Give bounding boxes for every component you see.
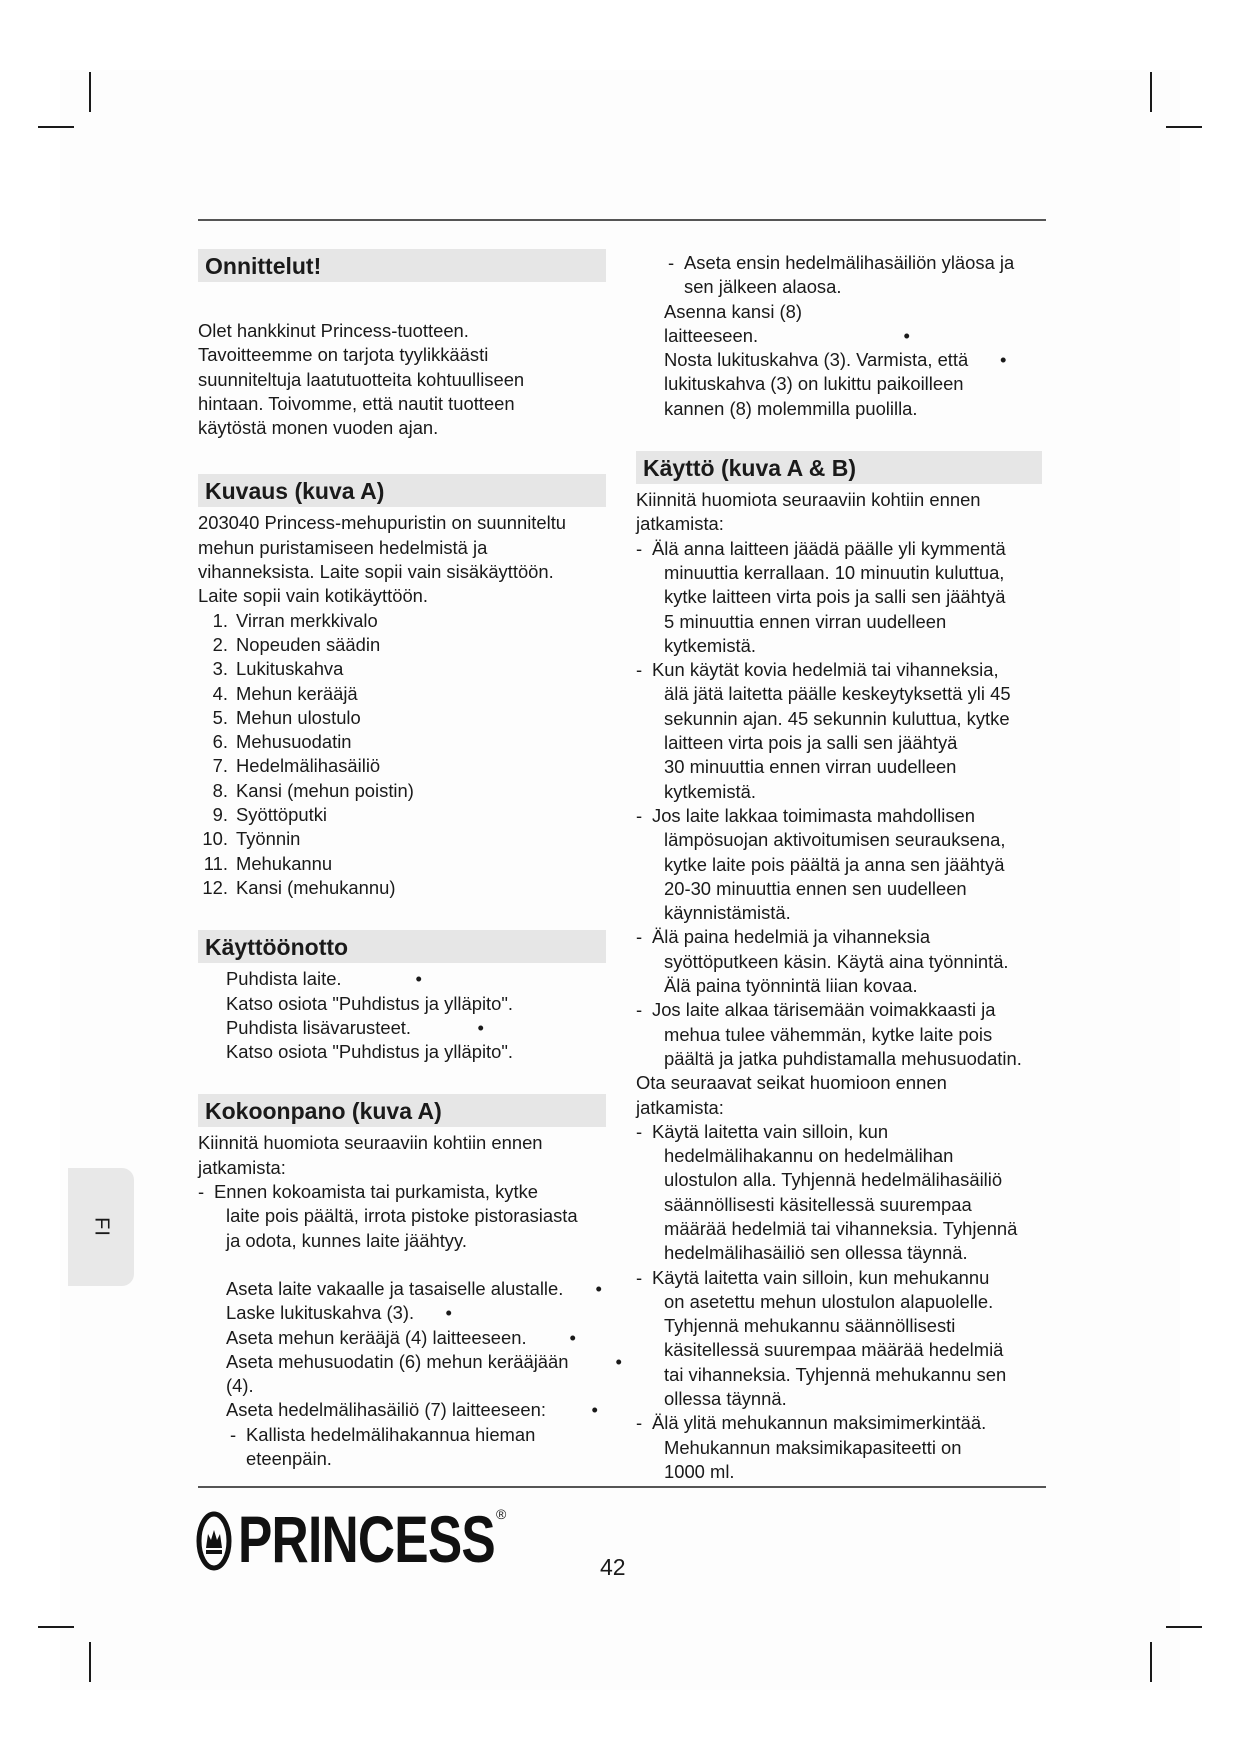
dash-item: - Älä ylitä mehukannun maksimimerkintää. Mehukannun maksimikapasiteetti on 1000 ml.: [636, 1411, 1056, 1484]
text-line: Nosta lukituskahva (3). Varmista, että: [664, 349, 969, 371]
text-line: jatkamista:: [198, 1156, 286, 1178]
parts-list-item: 8. Kansi (mehun poistin): [212, 779, 414, 801]
text-line: määrää hedelmiä tai vihanneksia. Tyhjennä: [664, 1217, 1018, 1239]
text-line: mehua tulee vähemmän, kytke laite pois: [664, 1023, 993, 1045]
language-code: FI: [90, 1217, 113, 1237]
parts-list-item: 12. Kansi (mehukannu): [202, 876, 396, 898]
parts-list-item: 5. Mehun ulostulo: [212, 706, 361, 728]
text-line: 30 minuuttia ennen virran uudelleen: [664, 756, 957, 778]
text-line: tai vihanneksia. Tyhjennä mehukannu sen: [664, 1363, 1007, 1385]
text-line: mehun puristamiseen hedelmistä ja: [198, 536, 488, 558]
description-text: [198, 511, 606, 608]
top-rule: [198, 219, 1046, 221]
text-line: kytke laite pois päältä ja anna sen jäähtyä: [664, 853, 1005, 875]
text-line: käytöstä monen vuoden ajan.: [198, 417, 439, 439]
text-line: Älä anna laitteen jäädä päälle yli kymmentä: [652, 537, 1006, 559]
dash-item: - Jos laite lakkaa toimimasta mahdollisen lämpösuojan aktivoitumisen seurauksena, kytke laite pois päältä ja anna sen jäähtyä 20-30 minuuttia ennen sen uudelleen käynnistämistä.: [636, 804, 1056, 925]
text-line: Käytä laitetta vain silloin, kun: [652, 1120, 889, 1142]
text-line: on asetettu mehun ulostulon alapuolelle.: [664, 1290, 994, 1312]
startup-text: [198, 967, 606, 1064]
bullet-step: Aseta hedelmälihasäiliö (7) laitteeseen: •: [226, 1399, 598, 1421]
text-line: eteenpäin.: [246, 1447, 332, 1469]
crop-mark: [38, 1626, 74, 1628]
dash-item: - Kun käytät kovia hedelmiä tai vihanneksia, älä jätä laitetta päälle keskeytyksettä yli 45 sekunnin ajan. 45 sekunnin kuluttua, kytke laitteen virta pois ja salli sen jäähtyä 30 minuuttia ennen virran uudelleen kytkemistä.: [636, 658, 1056, 804]
parts-list-item: 10. Työnnin: [202, 828, 301, 850]
text-line: Mehukannun maksimikapasiteetti on: [664, 1436, 962, 1458]
bullet-step: Puhdista lisävarusteet. •: [226, 1016, 484, 1038]
parts-list-item: 3. Lukituskahva: [212, 658, 344, 680]
crown-emblem-icon: [196, 1510, 232, 1572]
crop-mark: [89, 1642, 91, 1682]
bottom-rule: [198, 1486, 1046, 1488]
text-line: ja odota, kunnes laite jäähtyy.: [226, 1229, 467, 1251]
text-line: lämpösuojan aktivoitumisen seurauksena,: [664, 829, 1006, 851]
bullet-step: Aseta mehun kerääjä (4) laitteeseen. •: [226, 1326, 576, 1348]
parts-list-item: 7. Hedelmälihasäiliö: [212, 755, 381, 777]
text-line: kytkemistä.: [664, 780, 756, 802]
crop-mark: [1166, 126, 1202, 128]
text-line: minuuttia kerrallaan. 10 minuutin kuluttua,: [664, 561, 1005, 583]
text-line: 1000 ml.: [664, 1460, 735, 1482]
text-line: kytkemistä.: [664, 634, 756, 656]
page-number: 42: [600, 1554, 626, 1580]
text-line: sen jälkeen alaosa.: [684, 276, 842, 298]
text-line: hedelmälihakannu on hedelmälihan: [664, 1145, 954, 1167]
section-heading-usage: Käyttö (kuva A & B): [636, 451, 1042, 484]
text-line: hedelmälihasäiliö sen ollessa täynnä.: [664, 1242, 968, 1264]
left-column: [198, 249, 622, 1471]
text-line: Älä paina työnnintä liian kovaa.: [664, 975, 918, 997]
text-line: käsitellessä suurempaa määrää hedelmiä: [664, 1339, 1004, 1361]
dash-item: - Aseta ensin hedelmälihasäiliön yläosa ja sen jälkeen alaosa.: [636, 251, 1056, 300]
text-line: Älä ylitä mehukannun maksimimerkintää.: [652, 1412, 987, 1434]
dash-item: - Kallista hedelmälihakannua hieman eteenpäin.: [198, 1423, 606, 1472]
text-line: Olet hankkinut Princess-tuotteen.: [198, 320, 469, 341]
text-line: syöttöputkeen käsin. Käytä aina työnnintä.: [664, 950, 1009, 972]
right-column: [636, 251, 1056, 1484]
text-line: Aseta ensin hedelmälihasäiliön yläosa ja: [684, 252, 1015, 273]
section-heading-congratulations: Onnittelut!: [198, 249, 606, 282]
parts-list-item: 2. Nopeuden säädin: [212, 633, 381, 655]
text-line: Jos laite alkaa tärisemään voimakkaasti ja: [652, 999, 996, 1021]
text-line: päältä ja jatka puhdistamalla mehusuodatin.: [664, 1047, 1022, 1069]
section-heading-description: Kuvaus (kuva A): [198, 474, 606, 507]
text-line: jatkamista:: [636, 1096, 724, 1118]
text-line: Jos laite lakkaa toimimasta mahdollisen: [652, 804, 976, 826]
text-line: Katso osiota "Puhdistus ja ylläpito".: [226, 992, 514, 1014]
text-line: Käytä laitetta vain silloin, kun mehukannu: [652, 1266, 990, 1288]
text-line: vihanneksista. Laite sopii vain sisäkäyttöön.: [198, 561, 554, 583]
bullet-step: Aseta laite vakaalle ja tasaiselle alustalle. •: [226, 1277, 602, 1299]
bullet-step-multiline: • Nosta lukituskahva (3). Varmista, että lukituskahva (3) on lukittu paikoilleen kannen (8) molemmilla puolilla.: [636, 348, 1056, 421]
text-line: jatkamista:: [636, 513, 724, 535]
section-heading-startup: Käyttöönotto: [198, 930, 606, 963]
brand-wordmark: PRINCESS: [238, 1502, 495, 1576]
parts-list-item: 4. Mehun kerääjä: [212, 682, 358, 704]
bullet-step: Asenna kansi (8) laitteeseen. •: [664, 300, 910, 346]
parts-list: [198, 609, 606, 901]
parts-list-item: 1. Virran merkkivalo: [212, 609, 378, 631]
parts-list-item: 6. Mehusuodatin: [212, 731, 352, 753]
bullet-step: Aseta mehusuodatin (6) mehun kerääjään •: [226, 1350, 622, 1372]
text-line: ulostulon alla. Tyhjennä hedelmälihasäiliö: [664, 1169, 1003, 1191]
text-line: laitteen virta pois ja salli sen jäähtyä: [664, 732, 958, 754]
text-line: hintaan. Toivomme, että nautit tuotteen: [198, 392, 515, 414]
assembly-text: [198, 1131, 622, 1471]
text-line: Kiinnitä huomiota seuraaviin kohtiin ennen: [198, 1132, 543, 1154]
parts-list-item: 9. Syöttöputki: [212, 804, 327, 826]
text-line: käynnistämistä.: [664, 902, 791, 924]
text-line: 203040 Princess-mehupuristin on suunniteltu: [198, 512, 567, 534]
text-line: laite pois päältä, irrota pistoke pistorasiasta: [226, 1205, 578, 1227]
text-line: suunniteltuja laatutuotteita kohtuulliseen: [198, 368, 525, 390]
text-line: ollessa täynnä.: [664, 1388, 787, 1410]
text-line: Ennen kokoamista tai purkamista, kytke: [214, 1181, 539, 1203]
text-line: 5 minuuttia ennen virran uudelleen: [664, 610, 947, 632]
text-line: lukituskahva (3) on lukittu paikoilleen: [664, 373, 964, 395]
dash-item: - Älä paina hedelmiä ja vihanneksia syöttöputkeen käsin. Käytä aina työnnintä. Älä paina työnnintä liian kovaa.: [636, 925, 1056, 998]
bullet-step: Puhdista laite. •: [226, 968, 422, 990]
text-line: älä jätä laitetta päälle keskeytyksettä yli 45: [664, 683, 1011, 705]
crop-mark: [1150, 72, 1152, 112]
text-line: Älä paina hedelmiä ja vihanneksia: [652, 926, 931, 948]
registered-mark: ®: [496, 1506, 507, 1522]
bullet-step: Laske lukituskahva (3). •: [226, 1302, 452, 1324]
text-line: Kun käytät kovia hedelmiä tai vihanneksia,: [652, 659, 999, 681]
dash-item: - Käytä laitetta vain silloin, kun hedelmälihakannu on hedelmälihan ulostulon alla. Tyhjennä hedelmälihasäiliö säännöllisesti käsitellessä suurempaa määrää hedelmiä tai vihanneksia. Tyhjennä hedelmälihasäiliö sen ollessa täynnä.: [636, 1120, 1056, 1266]
text-line: Laite sopii vain kotikäyttöön.: [198, 585, 429, 607]
text-line: Katso osiota "Puhdistus ja ylläpito".: [226, 1041, 514, 1063]
text-line: Tyhjennä mehukannu säännöllisesti: [664, 1315, 956, 1337]
parts-list-item: 11. Mehukannu: [203, 852, 333, 874]
text-line: Kallista hedelmälihakannua hieman: [246, 1423, 536, 1445]
section-heading-assembly: Kokoonpano (kuva A): [198, 1094, 606, 1127]
crop-mark: [1150, 1642, 1152, 1682]
congratulations-text: [198, 319, 606, 440]
language-tab: [68, 1168, 134, 1286]
dash-item: - Älä anna laitteen jäädä päälle yli kymmentä minuuttia kerrallaan. 10 minuutin kuluttua, kytke laitteen virta pois ja salli sen jäähtyä 5 minuuttia ennen virran uudelleen kytkemistä.: [636, 537, 1056, 658]
text-line: säännöllisesti käsitellessä suurempaa: [664, 1193, 972, 1215]
text-line: Kiinnitä huomiota seuraaviin kohtiin ennen: [636, 489, 981, 511]
crop-mark: [38, 126, 74, 128]
text-line: 20-30 minuuttia ennen sen uudelleen: [664, 877, 967, 899]
text-line: (4).: [226, 1375, 254, 1397]
text-line: kannen (8) molemmilla puolilla.: [664, 397, 918, 419]
text-line: sekunnin ajan. 45 sekunnin kuluttua, kytke: [664, 707, 1010, 729]
text-line: Ota seuraavat seikat huomioon ennen: [636, 1072, 947, 1094]
dash-item: - Jos laite alkaa tärisemään voimakkaasti ja mehua tulee vähemmän, kytke laite pois päältä ja jatka puhdistamalla mehusuodatin.: [636, 998, 1056, 1071]
princess-logo: [196, 1502, 567, 1576]
crop-mark: [89, 72, 91, 112]
crop-mark: [1166, 1626, 1202, 1628]
dash-item: - Ennen kokoamista tai purkamista, kytke laite pois päältä, irrota pistoke pistorasiasta ja odota, kunnes laite jäähtyy.: [198, 1180, 606, 1253]
dash-item: - Käytä laitetta vain silloin, kun mehukannu on asetettu mehun ulostulon alapuolelle. Tyhjennä mehukannu säännöllisesti käsitellessä suurempaa määrää hedelmiä tai vihanneksia. Tyhjennä mehukannu sen ollessa täynnä.: [636, 1266, 1056, 1412]
text-line: Tavoitteemme on tarjota tyylikkäästi: [198, 344, 489, 366]
text-line: kytke laitteen virta pois ja salli sen jäähtyä: [664, 586, 1006, 608]
usage-text: [636, 488, 1056, 1484]
